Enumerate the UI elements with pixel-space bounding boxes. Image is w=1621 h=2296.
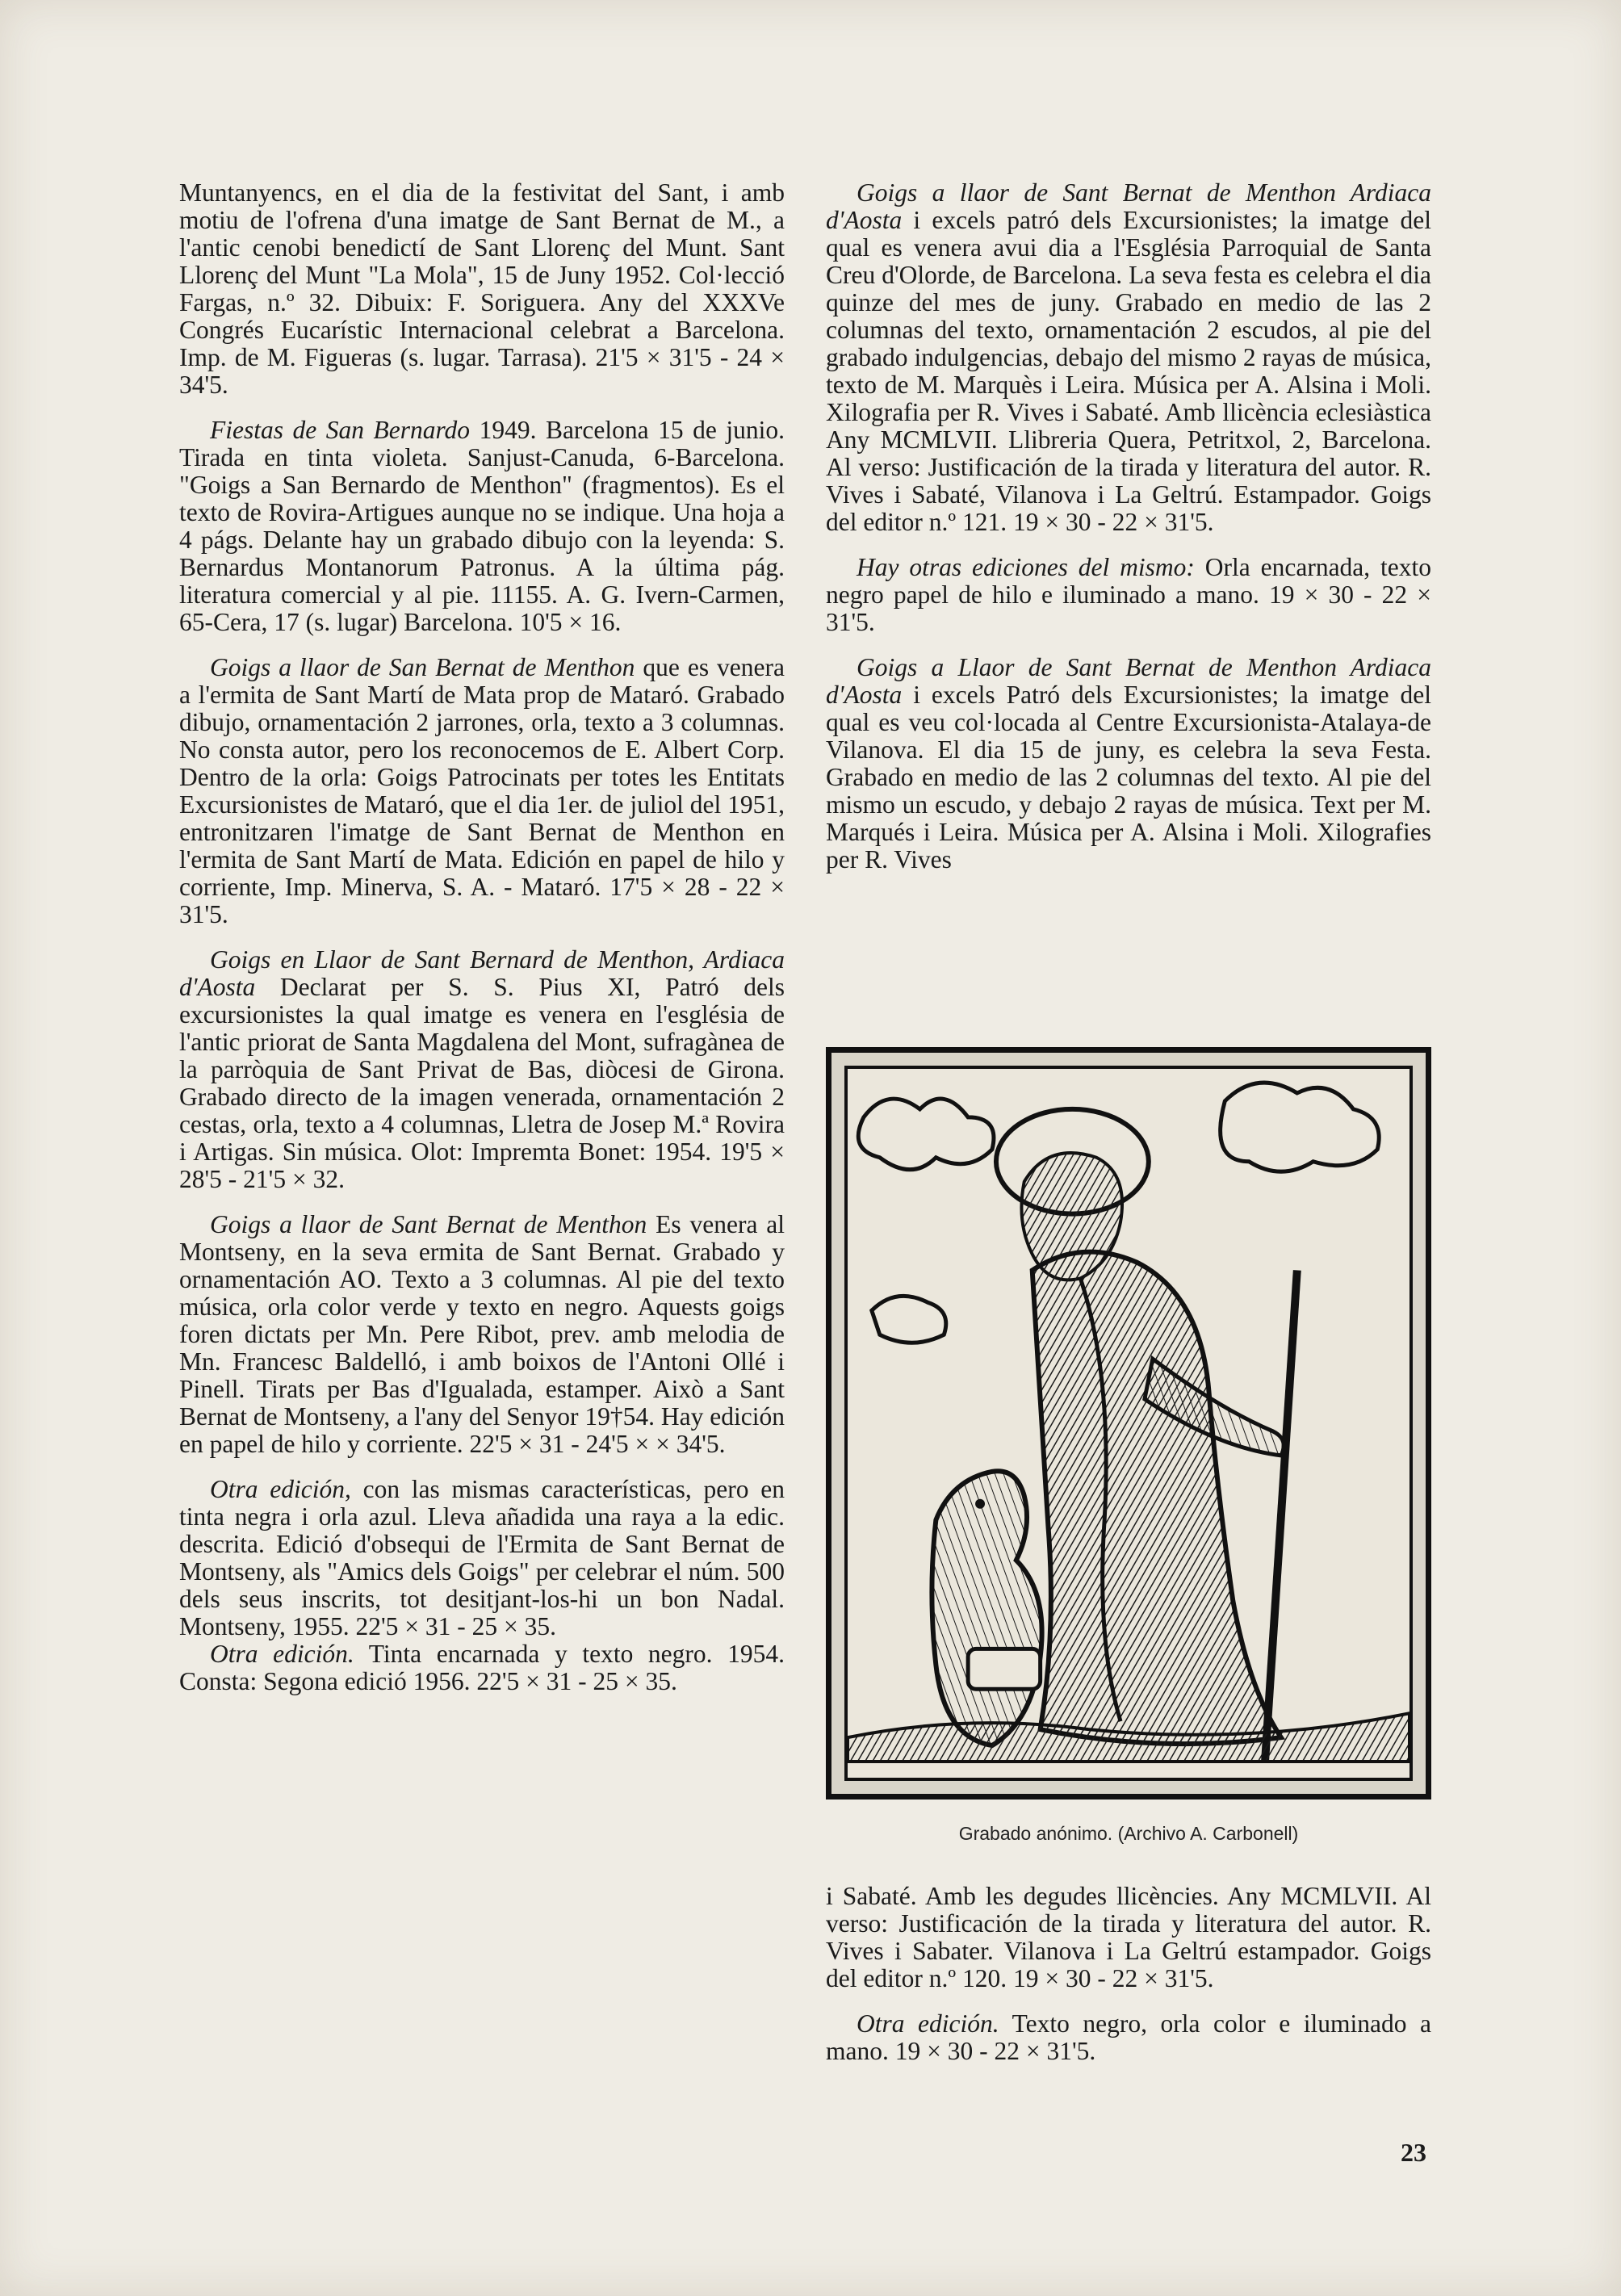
entry-text: Muntanyencs, en el dia de la festivitat del Sant, i amb motiu de l'ofrena d'una imatge de Sant Bernat de M., a l'antic cenobi benedictí de Sant Llorenç del Munt. Sant Llorenç del Munt "La Mola", 15 de Juny 1952. Col·lecció Fargas, n.º 32. Dibuix: F. Soriguera. Any del XXXVe Congrés Eucarístic Internacional celebrat a Barcelona. Imp. de M. Figueras (s. lugar. Tarrasa). 21'5 × 31'5 - 24 × 34'5.	[179, 178, 785, 399]
entry-text: Declarat per S. S. Pius XI, Patró dels excursionistes la qual imatge es venera en l'església de l'antic priorat de Santa Magdalena del Mont, sufragànea de la parròquia de Sant Privat de Bas, diòcesi de Girona. Grabado directo de la imagen venerada, ornamentación 2 cestas, orla, texto a 4 columnas, Lletra de Josep M.ª Rovira i Artigas. Sin música. Olot: Impremta Bonet: 1954. 19'5 × 28'5 - 21'5 × 32.	[179, 973, 785, 1193]
page-number: 23	[1401, 2138, 1426, 2167]
entry-title: Goigs a Llaor de Sant Bernat de Menthon Ardiaca d'Aosta	[826, 653, 1431, 709]
woodcut-illustration	[844, 1066, 1413, 1781]
catalog-entry	[179, 1211, 785, 1458]
catalog-entry	[826, 554, 1431, 636]
woodcut-figure	[826, 1047, 1431, 1800]
figure-caption: Grabado anónimo. (Archivo A. Carbonell)	[958, 1823, 1299, 1844]
catalog-entry	[826, 1883, 1431, 1992]
entry-title: Goigs a llaor de Sant Bernat de Menthon	[210, 1210, 647, 1238]
catalog-entry	[179, 1640, 785, 1695]
catalog-entry	[179, 1476, 785, 1640]
entry-title: Otra edición,	[210, 1475, 351, 1503]
entry-text: i Sabaté. Amb les degudes llicències. Any MCMLVII. Al verso: Justificación de la tirada y literatura del autor. R. Vives i Sabater. Vilanova i La Geltrú estampador. Goigs del editor n.º 120. 19 × 30 - 22 × 31'5.	[826, 1882, 1431, 1992]
catalog-entry	[826, 179, 1431, 536]
entry-title: Fiestas de San Bernardo	[210, 416, 471, 444]
entry-text: 1949. Barcelona 15 de junio. Tirada en tinta violeta. Sanjust-Canuda, 6-Barcelona. "Goigs a San Bernardo de Menthon" (fragmentos). Es el texto de Rovira-Artigues aunque no se indique. Una hoja a 4 págs. Delante hay un grabado dibujo con la leyenda: S. Bernardus Montanorum Patronus. A la última pág. literatura comercial y al pie. 11155. A. G. Ivern-Carmen, 65-Cera, 17 (s. lugar) Barcelona. 10'5 × 16.	[179, 416, 785, 636]
entry-title: Hay otras ediciones del mismo:	[857, 553, 1195, 581]
catalog-entry	[826, 654, 1431, 874]
entry-text: con las mismas características, pero en tinta negra i orla azul. Lleva añadida una raya a la edic. descrita. Edició d'obsequi de l'Ermita de Sant Bernat de Montseny, als "Amics dels Goigs" per celebrar el núm. 500 dels seus inscrits, tot desitjant-los-hi un bon Nadal. Montseny, 1955. 22'5 × 31 - 25 × 35.	[179, 1475, 785, 1640]
entry-text: que es venera a l'ermita de Sant Martí de Mata prop de Mataró. Grabado dibujo, ornamentación 2 jarrones, orla, texto a 3 columnas. No consta autor, pero los reconocemos de E. Albert Corp. Dentro de la orla: Goigs Patrocinats per totes les Entitats Excursionistes de Mataró, que el dia 1er. de juliol del 1951, entronitzaren l'imatge de Sant Bernat de Menthon en l'ermita de Sant Martí de Mata. Edición en papel de hilo y corriente, Imp. Minerva, S. A. - Mataró. 17'5 × 28 - 22 × 31'5.	[179, 653, 785, 928]
catalog-entry	[826, 2010, 1431, 2065]
entry-text: Tinta encarnada y texto negro. 1954. Consta: Segona edició 1956. 22'5 × 31 - 25 × 35.	[179, 1640, 785, 1695]
catalog-entry	[179, 654, 785, 928]
right-column-continued	[826, 1883, 1431, 2083]
saint-with-dog-icon	[848, 1069, 1409, 1778]
catalog-entry	[179, 946, 785, 1193]
entry-text: i excels patró dels Excursionistes; la imatge del qual es venera avui dia a l'Església Parroquial de Santa Creu d'Olorde, de Barcelona. La seva festa es celebra el dia quinze del mes de juny. Grabado en medio de las 2 columnas del texto, ornamentación 2 escudos, al pie del grabado indulgencias, debajo del mismo 2 rayas de música, texto de M. Marquès i Leira. Música per A. Alsina i Moli. Xilografia per R. Vives i Sabaté. Amb llicència eclesiàstica Any MCMLVII. Llibreria Quera, Petritxol, 2, Barcelona. Al verso: Justificación de la tirada y literatura del autor. R. Vives i Sabaté, Vilanova i La Geltrú. Estampador. Goigs del editor n.º 121. 19 × 30 - 22 × 31'5.	[826, 206, 1431, 536]
entry-text: i excels Patró dels Excursionistes; la imatge del qual es veu col·locada al Centre Excursionista-Atalaya-de Vilanova. El dia 15 de juny, es celebra la seva Festa. Grabado en medio de las 2 columnas del texto. Al pie del mismo un escudo, y debajo 2 rayas de música. Text per M. Marqués i Leira. Música per A. Alsina i Moli. Xilografies per R. Vives	[826, 681, 1431, 874]
entry-title: Goigs a llaor de San Bernat de Menthon	[210, 653, 635, 681]
catalog-entry	[179, 417, 785, 636]
catalog-entry	[179, 179, 785, 399]
entry-title: Goigs en Llaor de Sant Bernard de Menthon, Ardiaca d'Aosta	[179, 945, 785, 1001]
entry-title: Otra edición.	[210, 1640, 354, 1668]
entry-text: Orla encarnada, texto negro papel de hilo e iluminado a mano. 19 × 30 - 22 × 31'5.	[826, 553, 1432, 636]
entry-text: Es venera al Montseny, en la seva ermita de Sant Bernat. Grabado y ornamentación AO. Texto a 3 columnas. Al pie del texto música, orla color verde y texto en negro. Aquests goigs foren dictats per Mn. Pere Ribot, prev. amb melodia de Mn. Francesc Baldelló, i amb boixos de l'Antoni Ollé i Pinell. Tirats per Bas d'Igualada, estamper. Això a Sant Bernat de Montseny, a l'any del Senyor 19†54. Hay edición en papel de hilo y corriente. 22'5 × 31 - 24'5 × × 34'5.	[179, 1210, 785, 1458]
left-column	[179, 179, 785, 1713]
right-column	[826, 179, 1431, 891]
entry-text: Texto negro, orla color e iluminado a mano. 19 × 30 - 22 × 31'5.	[826, 2009, 1431, 2065]
entry-title: Goigs a llaor de Sant Bernat de Menthon Ardiaca d'Aosta	[826, 178, 1431, 234]
entry-title: Otra edición.	[857, 2009, 999, 2038]
